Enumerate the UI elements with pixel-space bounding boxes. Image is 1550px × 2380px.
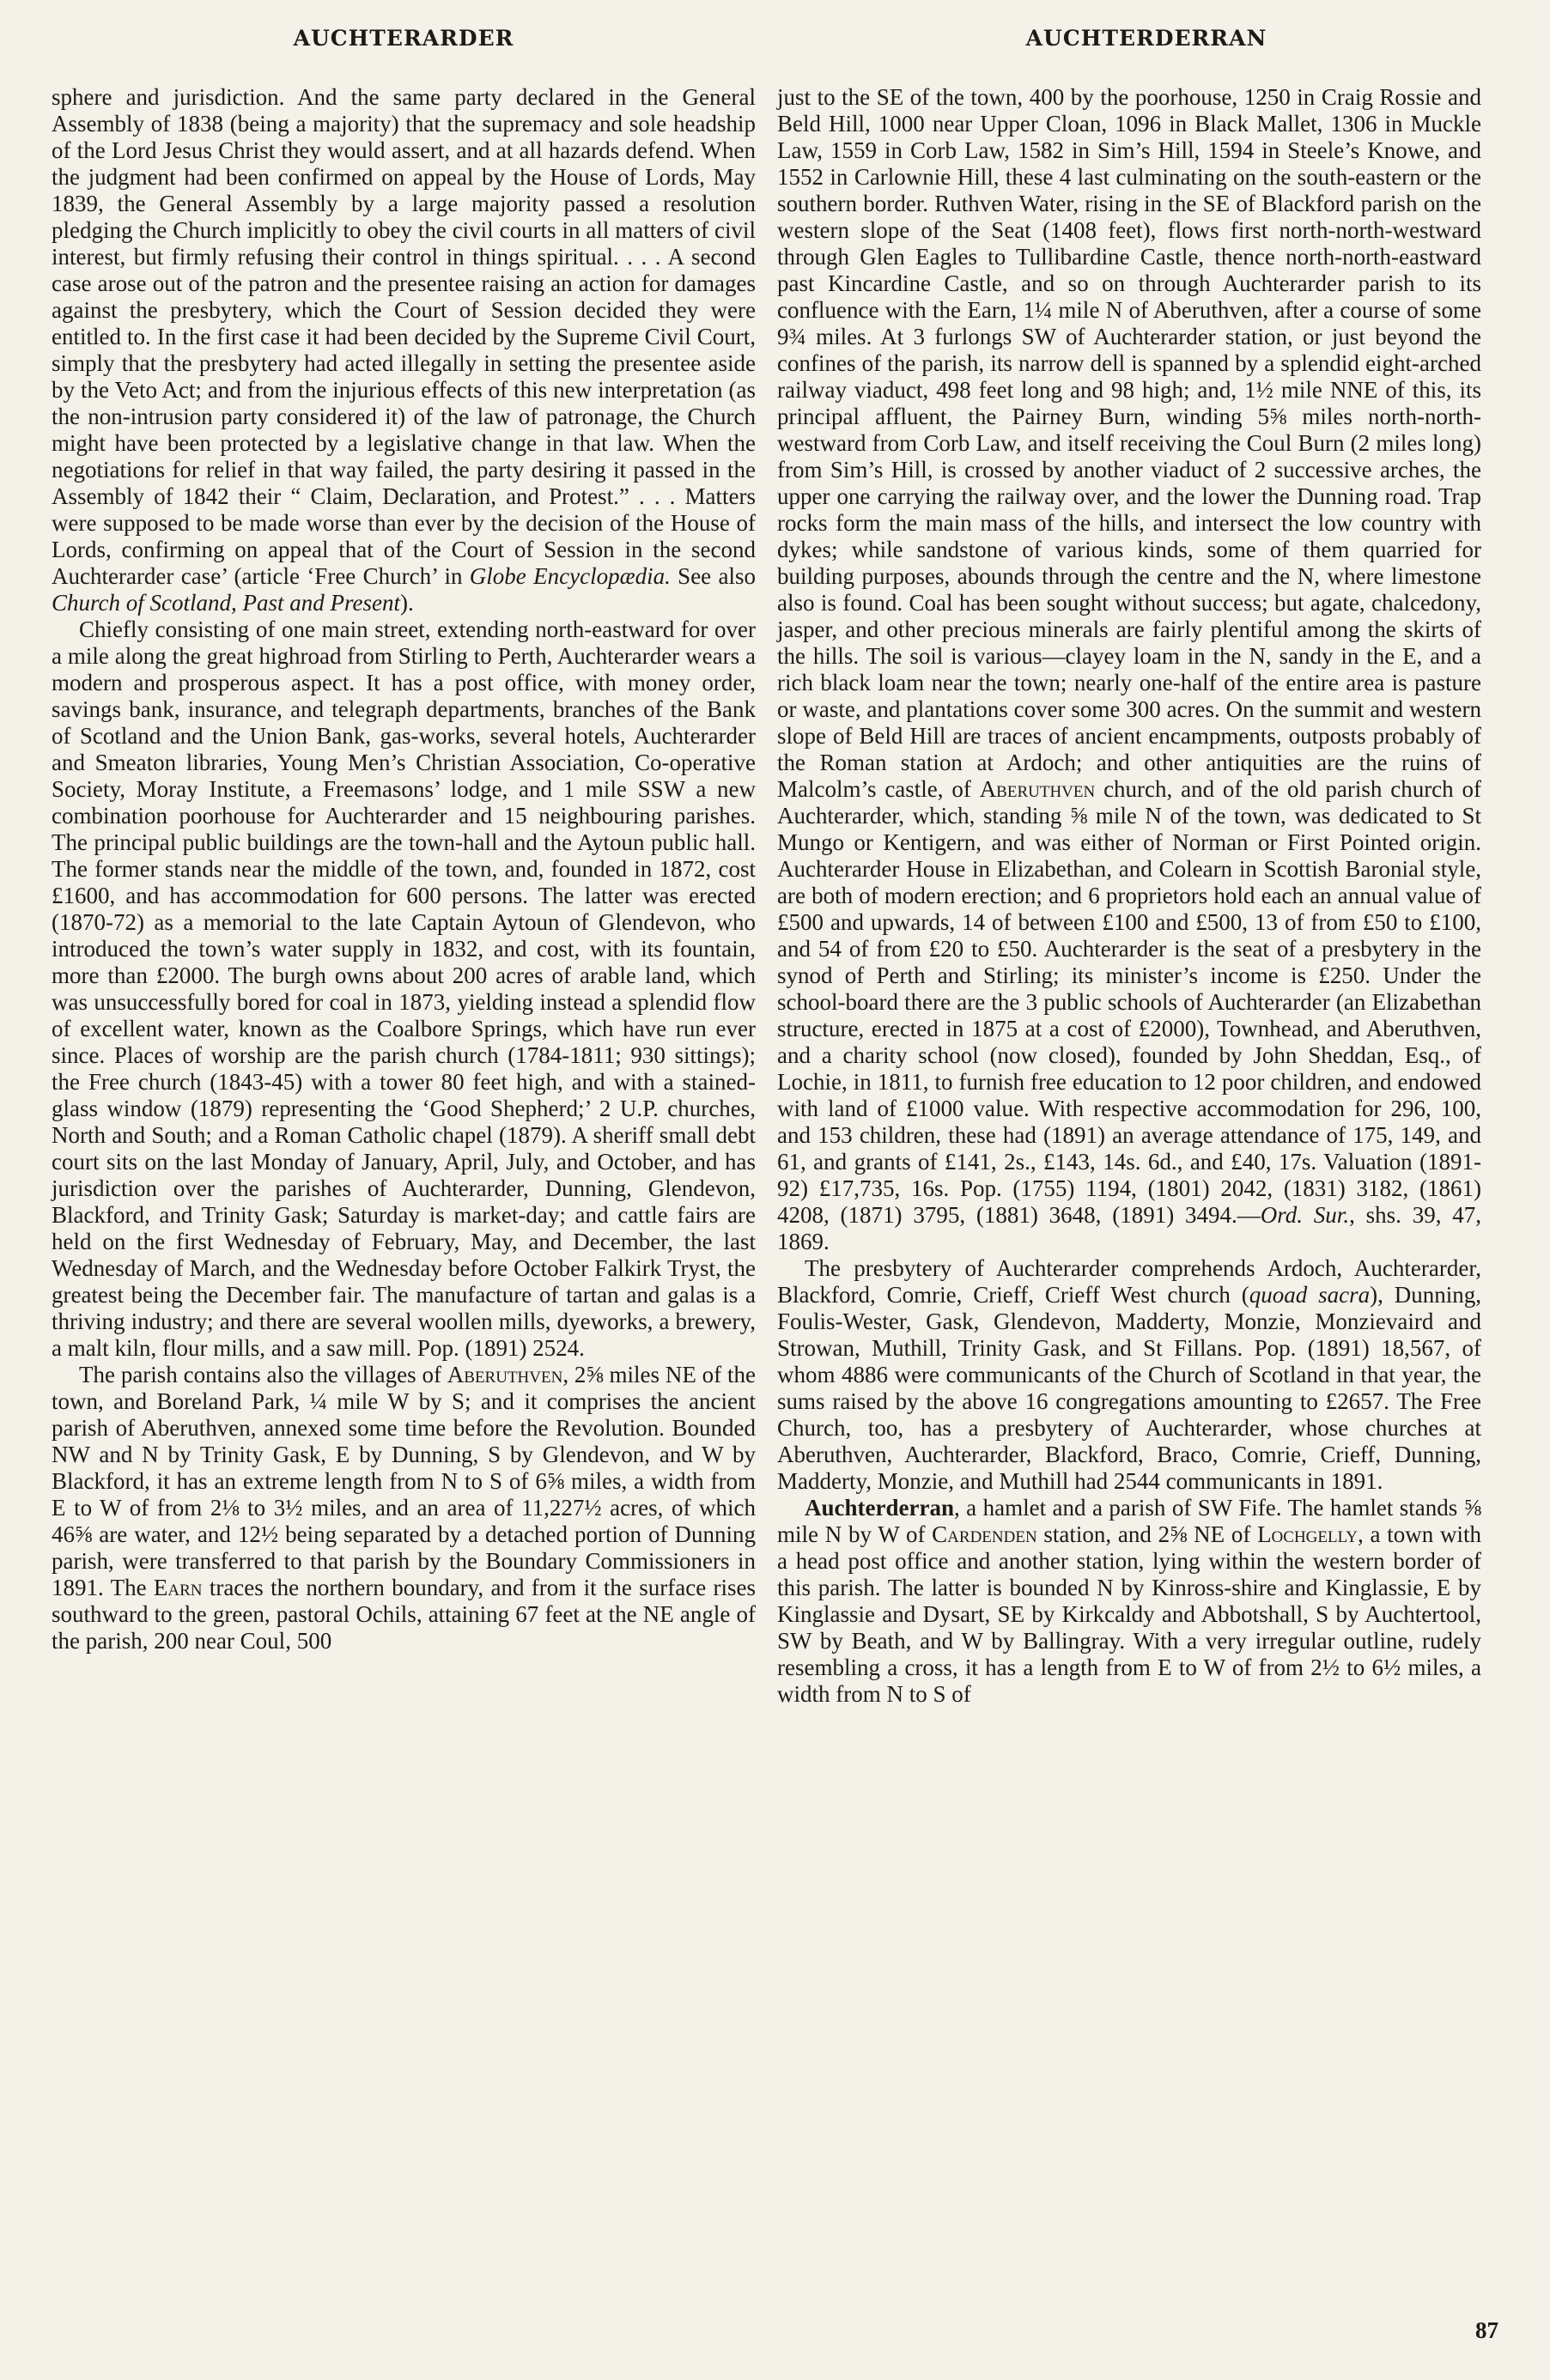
paragraph: The parish contains also the villages of Aberuthven, 2⅝ miles NE of the town, and Boreland Park, ¼ mile W by S; and it comprises the ancient parish of Aberuthven, annexed some time before the Revolution. Bounded NW and N by Trinity Gask, E by Dunning, S by Glendevon, and W by Blackford, it has an extreme length from N to S of 6⅝ miles, a width from E to W of from 2⅛ to 3½ miles, and an area of 11,227½ acres, of which 46⅝ are water, and 12½ being separated by a detached portion of Dunning parish, were transferred to that parish by the Boundary Commissioners in 1891. The Earn traces the northern boundary, and from it the surface rises southward to the green, pastoral Ochils, attaining 67 feet at the NE angle of the parish, 200 near Coul, 500 <box>52 1362 756 1654</box>
paragraph: The presbytery of Auchterarder comprehends Ardoch, Auchterarder, Blackford, Comrie, Crieff, Crieff West church (quoad sacra), Dunning, Foulis-Wester, Gask, Glendevon, Madderty, Monzie, Monzievaird and Strowan, Muthill, Trinity Gask, and St Fillans. Pop. (1891) 18,567, of whom 4886 were communicants of the Church of Scotland in that year, the sums raised by the above 16 congregations amounting to £2657. The Free Church, too, has a presbytery of Auchterarder, whose churches at Aberuthven, Auchterarder, Blackford, Braco, Comrie, Crieff, Dunning, Madderty, Monzie, and Muthill had 2544 communicants in 1891. <box>777 1255 1481 1494</box>
entry-auchterderran: Auchterderran, a hamlet and a parish of SW Fife. The hamlet stands ⅝ mile N by W of Cardenden station, and 2⅝ NE of Lochgelly, a town with a head post office and another station, lying within the western border of this parish. The latter is bounded N by Kinross-shire and Kinglassie, E by Kinglassie and Dysart, SE by Kirkcaldy and Abbotshall, S by Auchtertool, SW by Beath, and W by Ballingray. With a very irregular outline, rudely resembling a cross, it has a length from E to W of from 2½ to 6½ miles, a width from N to S of <box>777 1495 1481 1707</box>
left-column <box>52 84 756 1654</box>
running-heads <box>52 26 1498 60</box>
page-number: 87 <box>1475 2317 1498 2343</box>
paragraph: just to the SE of the town, 400 by the poorhouse, 1250 in Craig Rossie and Beld Hill, 1000 near Upper Cloan, 1096 in Black Mallet, 1306 in Muckle Law, 1559 in Corb Law, 1582 in Sim’s Hill, 1594 in Steele’s Knowe, and 1552 in Carlownie Hill, these 4 last culminating on the south-eastern or the southern border. Ruthven Water, rising in the SE of Blackford parish on the western slope of the Seat (1408 feet), flows first north-north-westward through Glen Eagles to Tullibardine Castle, thence north-north-eastward past Kincardine Castle, and so on through Auchterarder parish to its confluence with the Earn, 1¼ mile N of Aberuthven, after a course of some 9¾ miles. At 3 furlongs SW of Auchterarder station, or just beyond the confines of the parish, its narrow dell is spanned by a splendid eight-arched railway viaduct, 498 feet long and 98 high; and, 1½ mile NNE of this, its principal affluent, the Pairney Burn, winding 5⅝ miles north-north-westward from Corb Law, and itself receiving the Coul Burn (2 miles long) from Sim’s Hill, is crossed by another viaduct of 2 successive arches, the upper one carrying the railway over, and the lower the Dunning road. Trap rocks form the main mass of the hills, and intersect the low country with dykes; while sandstone of various kinds, some of them quarried for building purposes, abounds through the centre and the N, where limestone also is found. Coal has been sought without success; but agate, chalcedony, jasper, and other precious minerals are fairly plentiful among the skirts of the hills. The soil is various—clayey loam in the N, sandy in the E, and a rich black loam near the town; nearly one-half of the entire area is pasture or waste, and plantations cover some 300 acres. On the summit and western slope of Beld Hill are traces of ancient encampments, outposts probably of the Roman station at Ardoch; and other antiquities are the ruins of Malcolm’s castle, of Aberuthven church, and of the old parish church of Auchterarder, which, standing ⅝ mile N of the town, was dedicated to St Mungo or Kentigern, and was either of Norman or First Pointed origin. Auchterarder House in Elizabethan, and Colearn in Scottish Baronial style, are both of modern erection; and 6 proprietors hold each an annual value of £500 and upwards, 14 of between £100 and £500, 13 of from £50 to £100, and 54 of from £20 to £50. Auchterarder is the seat of a presbytery in the synod of Perth and Stirling; its minister’s income is £250. Under the school-board there are the 3 public schools of Auchterarder (an Elizabethan structure, erected in 1875 at a cost of £2000), Townhead, and Aberuthven, and a charity school (now closed), founded by John Sheddan, Esq., of Lochie, in 1811, to furnish free education to 12 poor children, and endowed with land of £1000 value. With respective accommodation for 296, 100, and 153 children, these had (1891) an average attendance of 175, 149, and 61, and grants of £141, 2s., £143, 14s. 6d., and £40, 17s. Valuation (1891-92) £17,735, 16s. Pop. (1755) 1194, (1801) 2042, (1831) 3182, (1861) 4208, (1871) 3795, (1881) 3648, (1891) 3494.—Ord. Sur., shs. 39, 47, 1869. <box>777 84 1481 1254</box>
paragraph: Chiefly consisting of one main street, extending north-eastward for over a mile along the great highroad from Stirling to Perth, Auchterarder wears a modern and prosperous aspect. It has a post office, with money order, savings bank, insurance, and telegraph departments, branches of the Bank of Scotland and the Union Bank, gas-works, several hotels, Auchterarder and Smeaton libraries, Young Men’s Christian Association, Co-operative Society, Moray Institute, a Freemasons’ lodge, and 1 mile SSW a new combination poorhouse for Auchterarder and 15 neighbouring parishes. The principal public buildings are the town-hall and the Aytoun public hall. The former stands near the middle of the town, and, founded in 1872, cost £1600, and has accommodation for 600 persons. The latter was erected (1870-72) as a memorial to the late Captain Aytoun of Glendevon, who introduced the town’s water supply in 1832, and cost, with its fountain, more than £2000. The burgh owns about 200 acres of arable land, which was unsuccessfully bored for coal in 1873, yielding instead a splendid flow of excellent water, known as the Coalbore Springs, which have run ever since. Places of worship are the parish church (1784-1811; 930 sittings); the Free church (1843-45) with a tower 80 feet high, and with a stained-glass window (1879) representing the ‘Good Shepherd;’ 2 U.P. churches, North and South; and a Roman Catholic chapel (1879). A sheriff small debt court sits on the last Monday of January, April, July, and October, and has jurisdiction over the parishes of Auchterarder, Dunning, Glendevon, Blackford, and Trinity Gask; Saturday is market-day; and cattle fairs are held on the first Wednesday of February, May, and December, the last Wednesday of March, and the Wednesday before October Falkirk Tryst, the greatest being the December fair. The manufacture of tartan and galas is a thriving industry; and there are several woollen mills, dyeworks, a brewery, a malt kiln, flour mills, and a saw mill. Pop. (1891) 2524. <box>52 616 756 1361</box>
running-head-left: AUCHTERARDER <box>293 26 514 51</box>
paragraph: sphere and jurisdiction. And the same party declared in the General Assembly of 1838 (being a majority) that the supremacy and sole headship of the Lord Jesus Christ they would assert, and at all hazards defend. When the judgment had been confirmed on appeal by the House of Lords, May 1839, the General Assembly by a large majority passed a resolution pledging the Church implicitly to obey the civil courts in all matters of civil interest, but firmly refusing their control in things spiritual. . . . A second case arose out of the patron and the presentee raising an action for damages against the presbytery, which the Court of Session decided they were entitled to. In the first case it had been decided by the Supreme Civil Court, simply that the presbytery had acted illegally in setting the presentee aside by the Veto Act; and from the injurious effects of this new interpretation (as the non-intrusion party considered it) of the law of patronage, the Church might have been protected by a legislative change in that law. When the negotiations for relief in that way failed, the party desiring it passed in the Assembly of 1842 their “ Claim, Declaration, and Protest.” . . . Matters were supposed to be made worse than ever by the decision of the House of Lords, confirming on appeal that of the Court of Session in the second Auchterarder case’ (article ‘Free Church’ in Globe Encyclopædia. See also Church of Scotland, Past and Present). <box>52 84 757 616</box>
running-head-right: AUCHTERDERRAN <box>1025 26 1267 51</box>
right-column <box>777 84 1481 1708</box>
headword: Auchterderran <box>805 1495 954 1521</box>
